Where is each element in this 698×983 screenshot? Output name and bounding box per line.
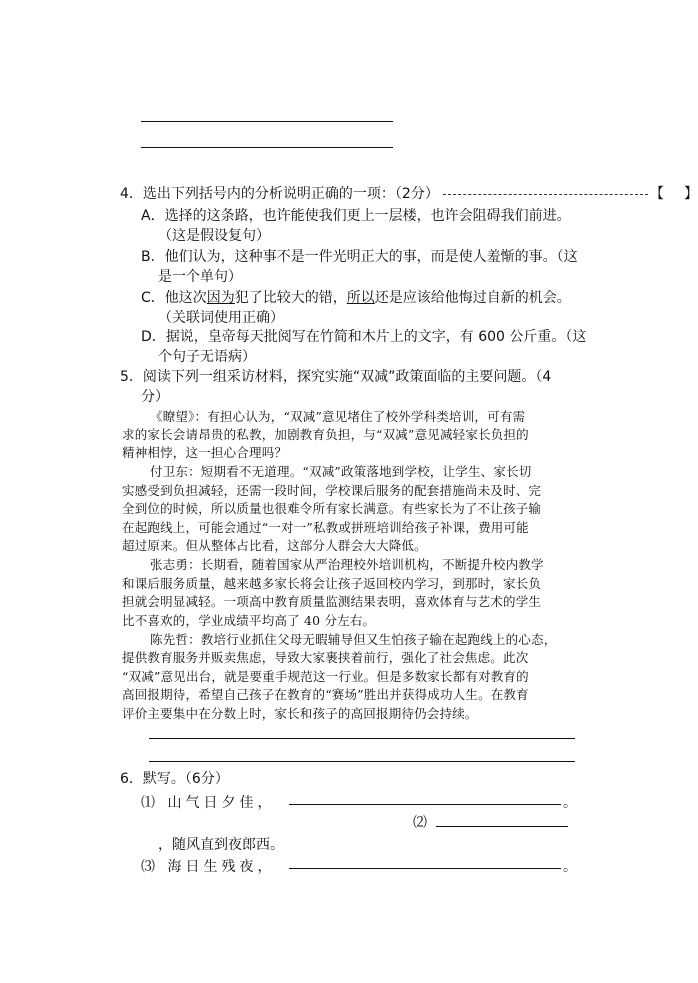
reading-line: 实感受到负担减轻，还需一段时间，学校课后服务的配套措施尚未及时、完 xyxy=(122,483,542,498)
reading-line: 担就会明显减轻。一项高中教育质量监测结果表明，喜欢体育与艺术的学生 xyxy=(122,594,542,609)
reading-line: 评价主要集中在分数上时，家长和孩子的高回报期待仍会持续。 xyxy=(122,706,478,721)
reading-line: 全到位的时候，所以质量也很难令所有家长满意。有些家长为了不让孩子输 xyxy=(122,501,542,516)
answer-line xyxy=(141,147,393,148)
answer-line xyxy=(141,121,393,122)
answer-line xyxy=(149,761,575,762)
leader-dashes xyxy=(443,194,648,195)
question-5-stem-line2: 分） xyxy=(141,389,169,405)
option-a-line2: （这是假设复句） xyxy=(158,228,270,244)
option-c-prefix: C．他这次 xyxy=(141,290,207,306)
reading-line: 张志勇：长期看，随着国家从严治理校外培训机构，不断提升校内教学 xyxy=(150,557,544,572)
option-c-line2: （关联词使用正确） xyxy=(158,310,284,326)
reading-line: 高回报期待，希望自己孩子在教育的“赛场”胜出并获得成功人生。在教育 xyxy=(122,687,529,702)
option-a-line1: A．选择的这条路，也许能使我们更上一层楼，也许会阻碍我们前进。 xyxy=(141,208,571,224)
fill-blank-1[interactable] xyxy=(289,804,561,805)
reading-line: 提供教育服务并贩卖焦虑，导致大家裹挟着前行，强化了社会焦虑。此次 xyxy=(122,650,529,665)
fill-blank-2[interactable] xyxy=(436,826,568,827)
option-b-line2: 是一个单句） xyxy=(158,269,242,285)
question-5-stem-line1: 5．阅读下列一组采访材料，探究实施“双减”政策面临的主要问题。（4 xyxy=(120,369,552,385)
reading-line: 超过原来。但从整体占比看，这部分人群会大大降低。 xyxy=(122,538,427,553)
item-number: ⑵ xyxy=(413,815,427,831)
reading-line: 付卫东：短期看不无道理。“双减”政策落地到学校，让学生、家长切 xyxy=(150,464,532,479)
answer-bracket-left: 【 xyxy=(649,186,664,202)
recitation-item-2-text: ，随风直到夜郎西。 xyxy=(158,837,284,853)
option-c-underlined-1: 因为 xyxy=(206,290,235,306)
option-c-line1 xyxy=(141,287,571,307)
item-number: ⑶ xyxy=(141,859,159,875)
option-c-underlined-2: 所以 xyxy=(346,290,375,306)
question-4-stem-text: 4．选出下列括号内的分析说明正确的一项：（2分） xyxy=(120,186,439,202)
recitation-item-3 xyxy=(141,856,275,876)
item-number: ⑴ xyxy=(141,795,159,811)
question-6-stem: 6．默写。（6分） xyxy=(120,771,229,787)
answer-bracket-right: 】 xyxy=(684,186,698,202)
option-c-suffix: 还是应该给他悔过自新的机会。 xyxy=(374,290,571,306)
reading-line: 《瞭望》：有担心认为，“双减”意见堵住了校外学科类培训，可有需 xyxy=(150,409,526,424)
reading-line: 陈先哲：教培行业抓住父母无暇辅导但又生怕孩子输在起跑线上的心态， xyxy=(150,632,557,647)
fill-blank-3[interactable] xyxy=(289,868,561,869)
item-text: 山气日夕佳， xyxy=(167,795,276,811)
option-d-line1: D．据说，皇帝每天批阅写在竹简和木片上的文字，有 600 公斤重。（这 xyxy=(141,329,587,345)
option-d-line2: 个句子无语病） xyxy=(158,349,256,365)
item-end-mark: 。 xyxy=(563,859,577,875)
item-end-mark: 。 xyxy=(563,795,577,811)
recitation-item-1 xyxy=(141,792,275,812)
reading-line: 求的家长会请昂贵的私教，加剧教育负担，与“双减”意见减轻家长负担的 xyxy=(122,427,529,442)
reading-line: 比不喜欢的，学业成绩平均高了 40 分左右。 xyxy=(122,613,376,628)
answer-line xyxy=(149,738,575,739)
reading-line: 在起跑线上，可能会通过“一对一”私教或拼班培训给孩子补课，费用可能 xyxy=(122,520,529,535)
reading-line: 和课后服务质量，越来越多家长将会让孩子返回校内学习，到那时，家长负 xyxy=(122,576,542,591)
option-b-line1: B．他们认为，这种事不是一件光明正大的事，而是使人羞惭的事。（这 xyxy=(141,249,578,265)
reading-line: “双减”意见出台，就是要重手规范这一行业。但是多数家长都有对教育的 xyxy=(122,669,529,684)
item-text: 海日生残夜， xyxy=(167,859,276,875)
reading-line: 精神相悖，这一担心合理吗？ xyxy=(122,445,288,460)
question-4-stem xyxy=(120,183,664,203)
option-c-mid: 犯了比较大的错， xyxy=(234,290,347,306)
